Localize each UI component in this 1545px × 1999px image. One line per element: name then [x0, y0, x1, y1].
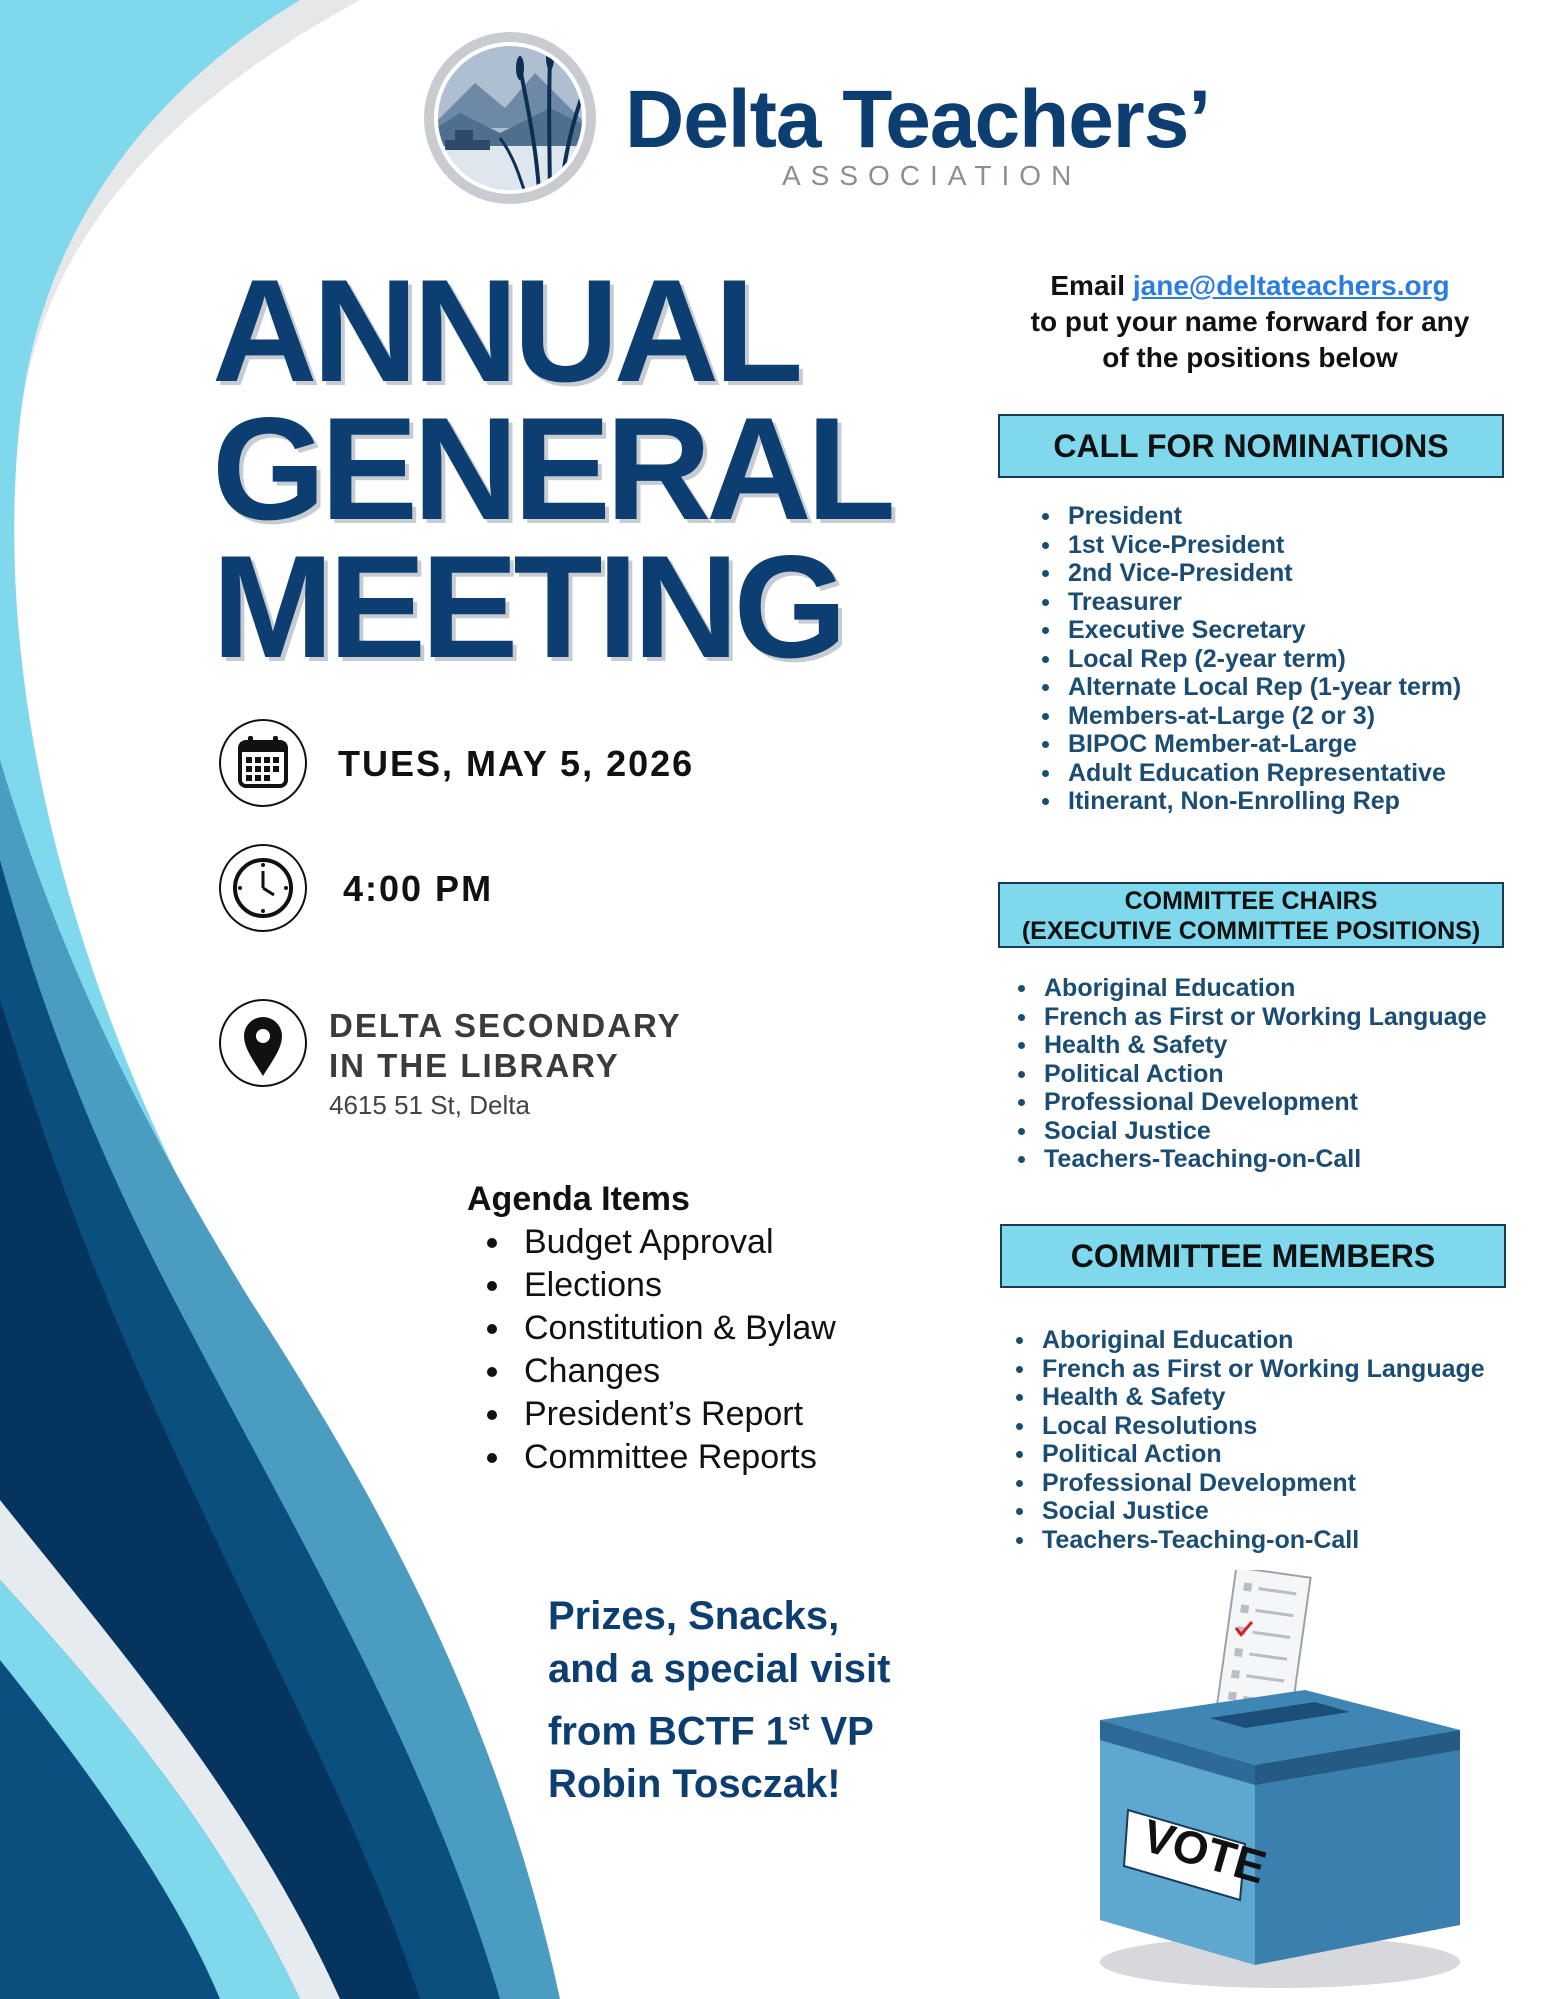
email-line-1 — [990, 268, 1510, 304]
list-item: Adult Education Representative — [1036, 759, 1461, 788]
list-item: Local Resolutions — [1010, 1412, 1485, 1441]
email-instructions — [990, 268, 1510, 376]
list-item: Alternate Local Rep (1-year term) — [1036, 673, 1461, 702]
event-time: 4:00 PM — [343, 868, 494, 909]
prizes-line-3-sup: st — [788, 1709, 810, 1736]
calendar-icon — [218, 718, 308, 808]
email-link[interactable]: jane@deltateachers.org — [1132, 270, 1450, 301]
prizes-announcement — [548, 1590, 988, 1811]
email-line-2: to put your name forward for any — [1030, 306, 1470, 337]
agenda-list — [467, 1221, 947, 1479]
agenda-item-continuation: Changes — [467, 1350, 947, 1393]
list-item: Itinerant, Non-Enrolling Rep — [1036, 787, 1461, 816]
list-item: President — [1036, 502, 1461, 531]
logo-subtitle: ASSOCIATION — [782, 160, 1082, 191]
logo-name: Delta Teachers’ — [625, 74, 1211, 165]
list-item: 2nd Vice-President — [1036, 559, 1461, 588]
list-item: Local Rep (2-year term) — [1036, 645, 1461, 674]
ballot-box-icon — [1090, 1570, 1470, 1990]
title-line-1: ANNUAL — [212, 249, 799, 412]
list-item: Treasurer — [1036, 588, 1461, 617]
prizes-line-3-post: VP — [809, 1709, 874, 1754]
list-item: French as First or Working Language — [1010, 1355, 1485, 1384]
email-line-3: of the positions below — [1102, 342, 1398, 373]
list-item: Members-at-Large (2 or 3) — [1036, 702, 1461, 731]
list-item: Political Action — [1012, 1060, 1487, 1089]
list-item: 1st Vice-President — [1036, 531, 1461, 560]
title-line-3: MEETING — [212, 525, 843, 688]
agenda-section — [467, 1180, 947, 1479]
list-item: Teachers-Teaching-on-Call — [1010, 1526, 1485, 1555]
list-item: Aboriginal Education — [1012, 974, 1487, 1003]
members-heading: COMMITTEE MEMBERS — [1000, 1224, 1506, 1288]
chairs-heading-line-2: (EXECUTIVE COMMITTEE POSITIONS) — [1021, 917, 1481, 945]
list-item: Health & Safety — [1012, 1031, 1487, 1060]
chairs-heading-line-1: COMMITTEE CHAIRS — [1124, 887, 1378, 915]
agenda-item: President’s Report — [467, 1393, 947, 1436]
agenda-item: Constitution & Bylaw — [467, 1307, 947, 1350]
members-list — [1010, 1326, 1485, 1554]
agenda-heading: Agenda Items — [467, 1180, 690, 1218]
list-item: French as First or Working Language — [1012, 1003, 1487, 1032]
list-item: Aboriginal Education — [1010, 1326, 1485, 1355]
page-title — [212, 249, 932, 688]
list-item: Political Action — [1010, 1440, 1485, 1469]
chairs-heading — [998, 882, 1504, 948]
prizes-line-3 — [548, 1696, 988, 1758]
agenda-item: Budget Approval — [467, 1221, 947, 1264]
lake-reeds-emblem-icon — [420, 28, 600, 208]
email-prefix: Email — [1050, 270, 1133, 301]
prizes-line-2: and a special visit — [548, 1647, 891, 1691]
map-pin-icon — [218, 998, 308, 1088]
nominations-list — [1036, 502, 1461, 816]
agenda-item: Elections — [467, 1264, 947, 1307]
association-logo — [420, 28, 1240, 218]
list-item: Professional Development — [1010, 1469, 1485, 1498]
list-item: Executive Secretary — [1036, 616, 1461, 645]
list-item: Social Justice — [1012, 1117, 1487, 1146]
vote-label: VOTE — [1137, 1808, 1272, 1894]
prizes-line-3-pre: from BCTF 1 — [548, 1709, 788, 1754]
list-item: Teachers-Teaching-on-Call — [1012, 1145, 1487, 1174]
location-line-1: DELTA SECONDARY — [329, 1007, 682, 1044]
prizes-line-1: Prizes, Snacks, — [548, 1594, 840, 1638]
clock-icon — [218, 843, 308, 933]
list-item: Professional Development — [1012, 1088, 1487, 1117]
event-date: TUES, MAY 5, 2026 — [338, 743, 695, 784]
list-item: Social Justice — [1010, 1497, 1485, 1526]
chairs-list — [1012, 974, 1487, 1174]
title-line-2: GENERAL — [212, 387, 891, 550]
location-line-2: IN THE LIBRARY — [329, 1047, 620, 1084]
prizes-line-4: Robin Tosczak! — [548, 1762, 841, 1807]
agenda-item: Committee Reports — [467, 1436, 947, 1479]
list-item: BIPOC Member-at-Large — [1036, 730, 1461, 759]
location-address: 4615 51 St, Delta — [329, 1090, 530, 1120]
nominations-heading: CALL FOR NOMINATIONS — [998, 414, 1504, 478]
list-item: Health & Safety — [1010, 1383, 1485, 1412]
